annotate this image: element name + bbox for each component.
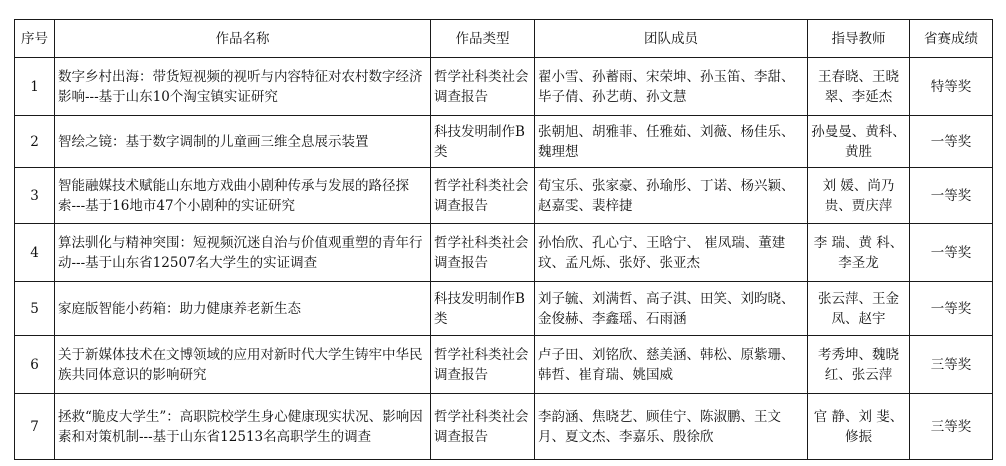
row-title: 数字乡村出海：带货短视频的视听与内容特征对农村数字经济影响---基于山东10个淘宝镇实证研究 [55,58,431,116]
row-title: 家庭版智能小药箱：助力健康养老新生态 [55,282,431,336]
row-award: 三等奖 [910,336,993,394]
row-award: 一等奖 [910,282,993,336]
row-type: 哲学社科类社会调查报告 [431,58,535,116]
row-index: 5 [15,282,55,336]
table-row [15,224,993,282]
row-team: 李韵涵、焦晓艺、顾佳宁、陈淑鹏、王文月、夏文杰、李嘉乐、殷徐欣 [535,394,808,460]
row-title: 智能融媒技术赋能山东地方戏曲小剧种传承与发展的路径探索---基于16地市47个小剧种的实证研究 [55,168,431,224]
table-row [15,116,993,168]
row-team: 张朝旭、胡雅菲、任雅茹、刘薇、杨佳乐、魏理想 [535,116,808,168]
row-title: 拯救“脆皮大学生”：高职院校学生身心健康现实状况、影响因素和对策机制---基于山东省12513名高职学生的调查 [55,394,431,460]
row-team: 翟小雪、孙蓄雨、宋荣坤、孙玉笛、李甜、毕子倩、孙艺萌、孙文慧 [535,58,808,116]
table-row [15,58,993,116]
row-teachers: 王春晓、王晓翠、李延杰 [808,58,910,116]
row-index: 1 [15,58,55,116]
row-award: 三等奖 [910,394,993,460]
award-table [14,19,993,460]
row-teachers: 考秀坤、魏晓红、张云萍 [808,336,910,394]
row-team: 孙怡欣、孔心宁、王晗宁、 崔凤瑞、董建玟、孟凡烁、张妤、张亚杰 [535,224,808,282]
row-index: 6 [15,336,55,394]
header-team: 团队成员 [535,20,808,58]
row-type: 哲学社科类社会调查报告 [431,336,535,394]
table-row [15,282,993,336]
header-award: 省赛成绩 [910,20,993,58]
table-row [15,394,993,460]
row-award: 一等奖 [910,224,993,282]
row-teachers: 张云萍、王金凤、赵宇 [808,282,910,336]
row-index: 2 [15,116,55,168]
row-title: 关于新媒体技术在文博领域的应用对新时代大学生铸牢中华民族共同体意识的影响研究 [55,336,431,394]
row-title: 算法驯化与精神突围：短视频沉迷自治与价值观重塑的青年行动---基于山东省12507名大学生的实证调查 [55,224,431,282]
table-row [15,336,993,394]
row-team: 卢子田、刘铭欣、慈美涵、韩松、原紫珊、韩哲、崔育瑞、姚国威 [535,336,808,394]
row-award: 一等奖 [910,168,993,224]
row-teachers: 孙曼曼、黄科、黄胜 [808,116,910,168]
row-type: 哲学社科类社会调查报告 [431,168,535,224]
row-type: 哲学社科类社会调查报告 [431,224,535,282]
header-row [15,20,993,58]
row-teachers: 李 瑞、黄 科、李圣龙 [808,224,910,282]
header-teachers: 指导教师 [808,20,910,58]
row-teachers: 官 静、刘 斐、修振 [808,394,910,460]
row-index: 7 [15,394,55,460]
row-team: 刘子毓、刘满哲、高子淇、田笑、刘昀晓、金俊赫、李鑫瑶、石雨涵 [535,282,808,336]
row-type: 科技发明制作B类 [431,116,535,168]
row-index: 4 [15,224,55,282]
row-teachers: 刘 媛、尚乃贵、贾庆萍 [808,168,910,224]
header-type: 作品类型 [431,20,535,58]
row-award: 一等奖 [910,116,993,168]
header-index: 序号 [15,20,55,58]
header-title: 作品名称 [55,20,431,58]
row-index: 3 [15,168,55,224]
table-row [15,168,993,224]
row-type: 科技发明制作B类 [431,282,535,336]
row-title: 智绘之镜：基于数字调制的儿童画三维全息展示装置 [55,116,431,168]
row-team: 荀宝乐、张家豪、孙瑜彤、丁诺、杨兴颖、赵嘉雯、裴梓捷 [535,168,808,224]
row-award: 特等奖 [910,58,993,116]
row-type: 哲学社科类社会调查报告 [431,394,535,460]
